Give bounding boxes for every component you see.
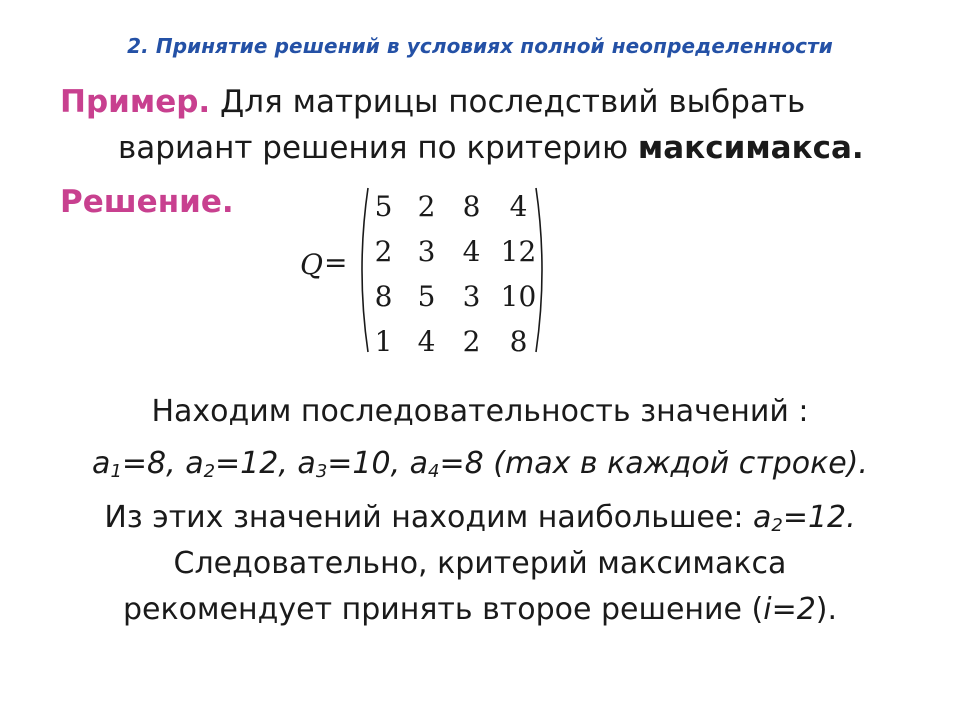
subscript: 3 (315, 461, 328, 482)
body-line-5 (0, 592, 960, 627)
subscript: 1 (110, 461, 122, 482)
example-label: Пример. (60, 84, 211, 120)
decision-index: i=2 (763, 592, 816, 627)
a-symbol: a (752, 500, 772, 535)
consequence-matrix (300, 184, 560, 356)
value-text: =12, (215, 446, 298, 481)
body-line-4: Следовательно, критерий максимакса (173, 546, 787, 581)
subscript: 4 (428, 461, 440, 482)
matrix-name: Q (300, 248, 323, 281)
matrix-grid (362, 184, 542, 356)
example-text-2: вариант решения по критерию (118, 130, 629, 166)
matrix-cell: 3 (462, 280, 481, 313)
max-value: =12. (782, 500, 856, 535)
value-text: =10, (327, 446, 410, 481)
matrix-cell: 12 (500, 235, 537, 268)
a-symbol: a (185, 446, 204, 481)
value-text: =8 (max в каждой строке). (439, 446, 868, 481)
body-text: рекомендует принять второе решение ( (122, 592, 764, 627)
a-symbol: a (409, 446, 429, 481)
matrix-cell: 2 (374, 235, 393, 268)
subscript: 2 (771, 515, 783, 536)
body-line-1: Находим последовательность значений : (151, 394, 809, 429)
matrix-cell: 5 (417, 280, 436, 313)
body-line-2 (0, 446, 960, 482)
matrix-cell: 10 (500, 280, 537, 313)
value-text: =8, (121, 446, 186, 481)
example-text-1: Для матрицы последствий выбрать (220, 84, 806, 120)
example-line-1 (60, 84, 805, 120)
a-symbol: a (92, 446, 111, 481)
body-text: ). (815, 592, 838, 627)
solution-label: Решение. (60, 184, 234, 220)
criterion-name: максимакса. (637, 130, 864, 166)
matrix-cell: 5 (374, 190, 393, 223)
a-symbol: a (297, 446, 316, 481)
subscript: 2 (203, 461, 216, 482)
solution-line (60, 184, 234, 220)
body-text: Из этих значений находим наибольшее: (104, 500, 753, 535)
matrix-cell: 8 (462, 190, 481, 223)
matrix-cell: 1 (374, 325, 393, 358)
matrix-equals: = (324, 246, 348, 279)
matrix-cell: 4 (509, 190, 528, 223)
slide-heading: 2. Принятие решений в условиях полной неопределенности (127, 34, 833, 58)
example-line-2 (118, 130, 864, 166)
matrix-cell: 3 (417, 235, 436, 268)
matrix-cell: 8 (509, 325, 528, 358)
matrix-cell: 8 (374, 280, 393, 313)
matrix-cell: 4 (462, 235, 481, 268)
matrix-cell: 2 (462, 325, 481, 358)
matrix-cell: 4 (417, 325, 436, 358)
matrix-cell: 2 (417, 190, 436, 223)
body-line-3 (0, 500, 960, 536)
